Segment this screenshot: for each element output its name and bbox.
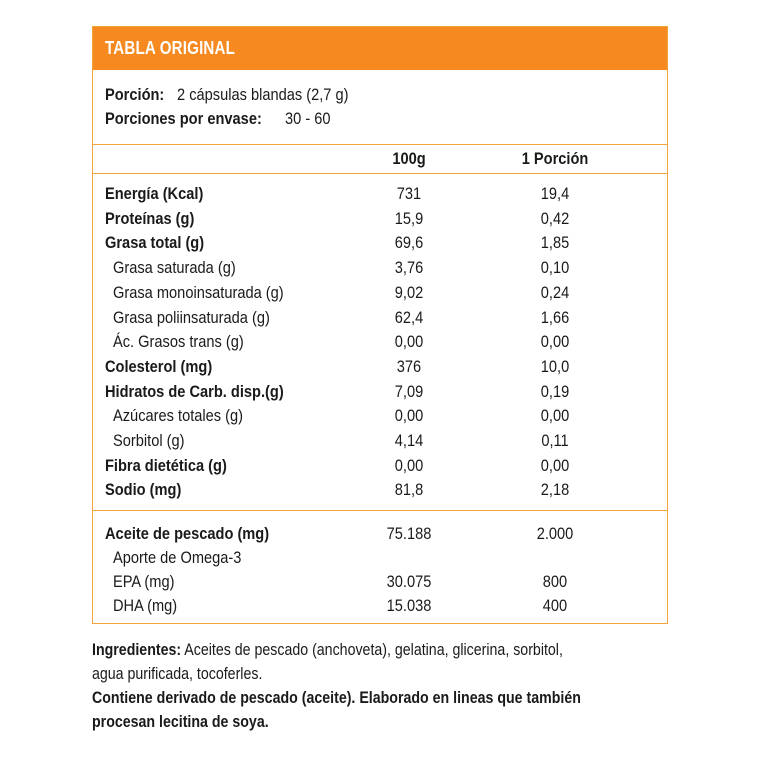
divider	[93, 510, 667, 511]
nutrient-value-100g: 9,02	[394, 282, 424, 302]
nutrient-value-100g: 0,00	[394, 406, 424, 426]
nutrient-label: Colesterol (mg)	[105, 356, 213, 376]
nutrient-value-portion: 10,0	[540, 356, 570, 376]
column-header-portion: 1 Porción	[521, 149, 589, 168]
nutrient-value-100g: 4,14	[394, 431, 424, 450]
nutrient-value-100g: 731	[396, 184, 422, 203]
fish-oil-portion: 2.000	[536, 524, 574, 543]
omega3-label: Aporte de Omega-3	[113, 548, 242, 567]
nutrient-label: Proteínas (g)	[105, 208, 195, 228]
nutrient-value-100g: 3,76	[394, 258, 424, 278]
nutrient-label: Grasa saturada (g)	[113, 258, 236, 278]
warning-line-1: Contiene derivado de pescado (aceite). Elaborado en lineas que también	[92, 689, 581, 707]
nutrient-value-100g: 0,00	[394, 455, 424, 475]
ingredients-text-1: Aceites de pescado (anchoveta), gelatina, glicerina, sorbitol,	[184, 641, 563, 659]
nutrient-value-100g: 7,09	[394, 381, 424, 401]
ingredients-label: Ingredientes:	[92, 641, 182, 659]
portion-label: Porción:	[105, 85, 165, 104]
nutrition-table	[92, 26, 668, 624]
fish-oil-100g: 75.188	[386, 524, 432, 543]
nutrient-label: Hidratos de Carb. disp.(g)	[105, 381, 284, 401]
portion-value: 2 cápsulas blandas (2,7 g)	[177, 85, 349, 104]
nutrient-label: Grasa poliinsaturada (g)	[113, 307, 270, 327]
nutrient-value-portion: 2,18	[540, 480, 570, 500]
nutrient-value-100g: 376	[396, 356, 422, 376]
nutrient-label: Grasa total (g)	[105, 233, 205, 253]
nutrient-value-portion: 0,10	[540, 258, 570, 278]
column-header-100g: 100g	[392, 149, 426, 168]
nutrient-value-100g: 81,8	[394, 480, 424, 500]
nutrient-value-portion: 1,66	[540, 307, 570, 327]
nutrient-value-100g: 0,00	[394, 332, 424, 352]
warning-line-2: procesan lecitina de soya.	[92, 713, 269, 731]
table-header-bar	[93, 27, 667, 70]
nutrient-value-portion: 0,42	[540, 208, 570, 228]
nutrient-value-portion: 0,00	[540, 406, 570, 426]
servings-value: 30 - 60	[285, 109, 331, 128]
nutrient-label: Energía (Kcal)	[105, 184, 204, 203]
dha-label: DHA (mg)	[113, 596, 178, 615]
nutrient-label: Grasa monoinsaturada (g)	[113, 282, 284, 302]
divider	[93, 144, 667, 145]
nutrient-value-portion: 0,19	[540, 381, 570, 401]
epa-portion: 800	[542, 572, 568, 591]
ingredients-line-1	[92, 640, 563, 660]
nutrient-label: Azúcares totales (g)	[113, 406, 244, 426]
nutrient-label: Ác. Grasos trans (g)	[113, 332, 244, 352]
nutrient-value-portion: 0,00	[540, 455, 570, 475]
dha-portion: 400	[542, 596, 568, 615]
divider	[93, 173, 667, 174]
nutrient-value-100g: 15,9	[394, 208, 424, 228]
dha-100g: 15.038	[386, 596, 432, 615]
epa-label: EPA (mg)	[113, 572, 175, 591]
nutrient-label: Sorbitol (g)	[113, 431, 185, 450]
nutrient-value-100g: 62,4	[394, 307, 424, 327]
epa-100g: 30.075	[386, 572, 432, 591]
nutrient-label: Fibra dietética (g)	[105, 455, 227, 475]
fish-oil-label: Aceite de pescado (mg)	[105, 524, 270, 543]
servings-label: Porciones por envase:	[105, 109, 262, 128]
nutrient-value-portion: 0,00	[540, 332, 570, 352]
nutrient-value-100g: 69,6	[394, 233, 424, 253]
table-title: TABLA ORIGINAL	[105, 38, 236, 58]
nutrient-value-portion: 0,24	[540, 282, 570, 302]
nutrient-label: Sodio (mg)	[105, 480, 182, 500]
ingredients-text-2: agua purificada, tocoferles.	[92, 665, 263, 683]
nutrient-value-portion: 1,85	[540, 233, 570, 253]
nutrient-value-portion: 19,4	[540, 184, 570, 203]
nutrient-value-portion: 0,11	[541, 431, 569, 450]
